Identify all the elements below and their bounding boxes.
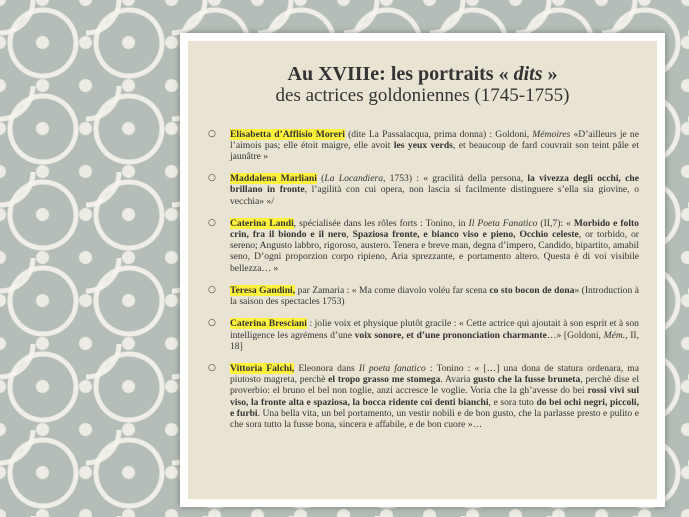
entry-text: (: [316, 173, 325, 185]
list-item: [208, 173, 640, 207]
actress-name: Caterina Bresciani: [230, 318, 307, 330]
entry-text: , 1753) : « gracilità della persona,: [383, 173, 528, 185]
list-item: [208, 284, 639, 308]
entry-text: . Una bella vita, un bel portamento, un vestir nobili e de bon gusto, che la parlasse presto e pulito e che sora tutto la fusse bona, sincera e affabile, e de bon cuore »…: [230, 407, 639, 430]
slide-title: [206, 63, 639, 107]
title-italic: dits: [508, 63, 548, 85]
italic-title: Il Poeta Fanatico: [468, 217, 538, 229]
bold-quote: Morbido e folto crin, fra il biondo e il nero: [230, 217, 639, 241]
bold-quote: gusto che la fusse bruneta: [473, 374, 581, 386]
entry-text: Eleonora dans: [294, 362, 359, 374]
list-item: [208, 362, 639, 430]
bullet-icon: ○: [208, 362, 216, 373]
entry-text: …» [Goldoni,: [546, 329, 604, 341]
actress-name: Teresa Gandini,: [230, 284, 296, 296]
entry-text: par Zamaria : « Ma come diavolo voléu far scena: [295, 284, 490, 296]
title-suffix: »: [547, 63, 558, 85]
entry-text: , et beaucoup de fard couvrait son teint pâle et jaunâtre »: [230, 139, 639, 163]
bold-quote: les yeux verds: [393, 139, 453, 151]
italic-title: Mémoires: [532, 128, 571, 140]
bold-quote: do bei ochi negri, piccoli, e furbi: [230, 396, 639, 419]
entry-text: , spécialisée dans les rôles forts : Tonino, in: [293, 217, 469, 229]
bold-quote: Spaziosa fronte, e bianco viso e pieno, Occhio celeste: [352, 229, 579, 241]
bullet-icon: ○: [208, 128, 216, 139]
entry-text: «D’ailleurs je ne l’aimois pas; elle étoit maigre, elle avoit: [230, 128, 639, 151]
entry-text: , II, 18]: [230, 329, 639, 352]
entry-text: (dite La Passalacqua, prima donna) : Goldoni,: [344, 128, 533, 140]
entry-text: (II,7): «: [537, 217, 574, 229]
actress-list: [206, 129, 639, 430]
italic-title: Il poeta fanatico: [358, 362, 426, 374]
list-item: [208, 128, 639, 163]
actress-name: Caterina Landi: [230, 217, 294, 229]
entry-text: » (Introduction à la saison des spectacles 1753): [230, 284, 639, 308]
bold-quote: rossi vivi sul viso, la fronte alta e spaziosa, la bocca ridente coi denti bianchi: [230, 385, 639, 408]
actress-name: Vittoria Falchi,: [230, 362, 295, 374]
entry-text: : jolie voix et physique plutôt gracile : « Cette actrice qui ajoutait à son esprit et à son intelligence les agrémens d’une: [230, 318, 639, 341]
bullet-icon: ○: [208, 284, 216, 295]
entry-text: , perchè dise el proverbio: el bruno el bel non toglie, anzi accresce le voglie. Voria che la gh’avesse do bei: [230, 374, 639, 397]
actress-name: Maddalena Marliani: [230, 173, 317, 185]
italic-title: La Locandiera: [324, 173, 383, 185]
bullet-icon: ○: [208, 318, 216, 329]
entry-text: , or torbido, or sereno; Angusto labbro, rigoroso, austero. Tenera e breve man, degna d’impero, Candido, bipartito, amabil seno, D’ogni proporzion corpo ripieno, Aria sprezzante, e portamento altero. Questa è di voi visibile bellezza… »: [230, 229, 640, 274]
entry-text: . Avaria: [440, 374, 474, 386]
title-line-2: des actrices goldoniennes (1745-1755): [275, 85, 570, 107]
slide-content: [188, 41, 657, 499]
bullet-icon: ○: [208, 217, 216, 228]
list-item: [208, 217, 640, 274]
entry-text: ,: [346, 229, 353, 241]
bold-quote: voix sonore, et d’une prononciation charmante: [354, 329, 547, 341]
actress-name: Elisabetta d’Afflisio Moreri: [230, 128, 345, 140]
title-line-1: [206, 63, 639, 85]
bold-quote: la vivezza degli occhi, che brillano in fronte: [230, 173, 640, 196]
bullet-icon: ○: [208, 173, 216, 184]
list-item: [208, 318, 639, 352]
bold-quote: el tropo grasso me stomega: [328, 374, 441, 386]
entry-text: : Tonino : « […] una dona de statura ordenara, ma piutosto magreta, perchè: [230, 362, 639, 386]
title-prefix: Au XVIIIe: les portraits «: [287, 63, 509, 85]
bold-quote: co sto bocon de dona: [489, 284, 575, 296]
entry-text: , l’agilità con cui opera, non lascia si facilmente distinguere s’ella sia giovine, o vecchia» »/: [230, 184, 639, 207]
entry-text: , e sora tuto: [488, 396, 537, 408]
italic-title: Mém.: [603, 329, 626, 341]
